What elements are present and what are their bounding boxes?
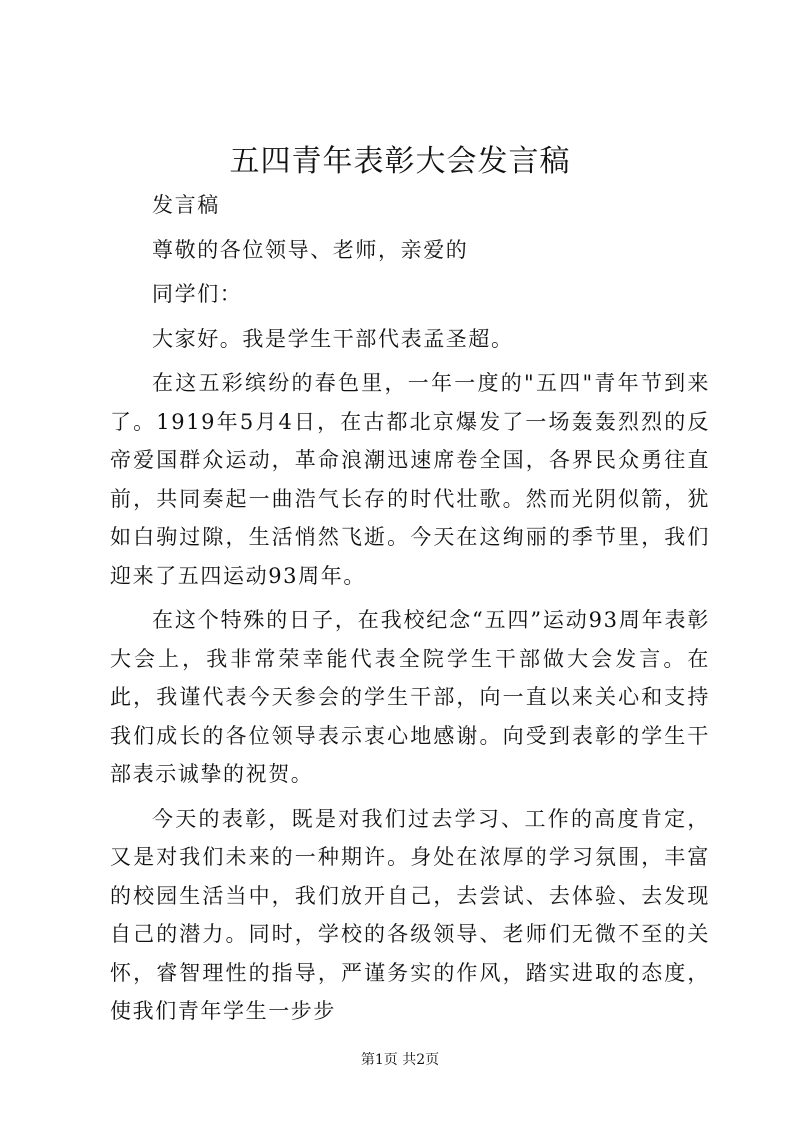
page-number-footer: 第1页 共2页 bbox=[360, 1052, 440, 1068]
document-body bbox=[110, 186, 710, 1037]
paragraph-greeting-line-1: 尊敬的各位领导、老师，亲爱的 bbox=[152, 237, 469, 262]
paragraph-salutation-heading: 发言稿 bbox=[152, 193, 220, 217]
paragraph-commendation: 今天的表彰，既是对我们过去学习、工作的高度肯定，又是对我们未来的一种期许。身处在浓厚的学习氛围，丰富的校园生活当中，我们放开自己，去尝试、去体验、去发现自己的潜力。同时，学校的各级领导、老师们无微不至的关怀，睿智理性的指导，严谨务实的作风，踏实进取的态度，使我们青年学生一步步 bbox=[110, 806, 710, 1023]
document-title: 五四青年表彰大会发言稿 bbox=[229, 144, 571, 179]
paragraph-may-fourth-history: 在这五彩缤纷的春色里，一年一度的"五四"青年节到来了。1919年5月4日，在古都北京爆发了一场轰轰烈烈的反帝爱国群众运动，革命浪潮迅速席卷全国，各界民众勇往直前，共同奏起一曲浩气长存的时代壮歌。然而光阴似箭，犹如白驹过隙，生活悄然飞逝。今天在这绚丽的季节里，我们迎来了五四运动93周年。 bbox=[110, 371, 710, 588]
paragraph-gratitude: 在这个特殊的日子，在我校纪念“五四”运动93周年表彰大会上，我非常荣幸能代表全院学生干部做大会发言。在此，我谨代表今天参会的学生干部，向一直以来关心和支持我们成长的各位领导表示衷心地感谢。向受到表彰的学生干部表示诚挚的祝贺。 bbox=[110, 608, 710, 786]
paragraph-greeting-line-2: 同学们： bbox=[152, 282, 243, 306]
paragraph-introduction: 大家好。我是学生干部代表孟圣超。 bbox=[152, 326, 514, 351]
